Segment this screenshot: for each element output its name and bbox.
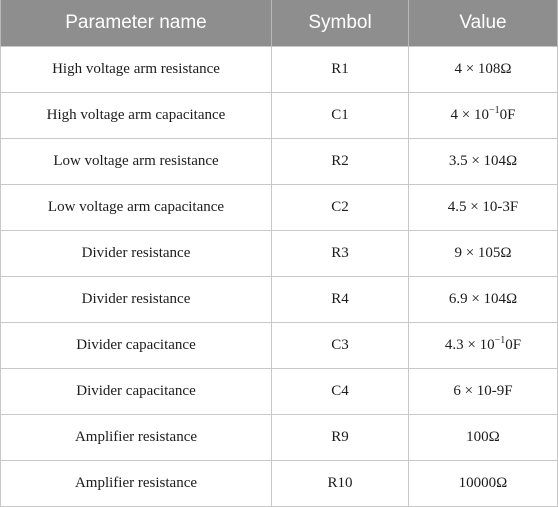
cell-parameter-name: High voltage arm resistance [1, 47, 272, 93]
cell-value: 6.9 × 104Ω [409, 277, 558, 323]
cell-symbol: C2 [272, 185, 409, 231]
cell-symbol: R10 [272, 461, 409, 507]
cell-value [409, 323, 558, 369]
table-row [1, 323, 558, 369]
cell-parameter-name: Divider capacitance [1, 323, 272, 369]
cell-symbol: R9 [272, 415, 409, 461]
value-exponent: −1 [494, 335, 506, 346]
cell-parameter-name: Divider resistance [1, 277, 272, 323]
cell-parameter-name: High voltage arm capacitance [1, 93, 272, 139]
table-row [1, 139, 558, 185]
cell-parameter-name: Low voltage arm capacitance [1, 185, 272, 231]
cell-parameter-name: Low voltage arm resistance [1, 139, 272, 185]
cell-parameter-name: Divider capacitance [1, 369, 272, 415]
value-base: 4.3 × 10 [444, 337, 495, 353]
cell-value: 4.5 × 10-3F [409, 185, 558, 231]
cell-symbol: C3 [272, 323, 409, 369]
cell-symbol: C1 [272, 93, 409, 139]
cell-parameter-name: Amplifier resistance [1, 415, 272, 461]
table-row [1, 461, 558, 507]
cell-symbol: R4 [272, 277, 409, 323]
cell-value: 9 × 105Ω [409, 231, 558, 277]
table-row [1, 277, 558, 323]
cell-value: 3.5 × 104Ω [409, 139, 558, 185]
header-symbol: Symbol [272, 0, 409, 47]
table-row [1, 93, 558, 139]
cell-parameter-name: Divider resistance [1, 231, 272, 277]
header-value: Value [409, 0, 558, 47]
cell-parameter-name: Amplifier resistance [1, 461, 272, 507]
table-header-row [1, 0, 558, 47]
value-unit: 0F [505, 337, 522, 353]
value-unit: 0F [499, 107, 516, 123]
value-base: 4 × 10 [450, 107, 489, 123]
cell-value: 6 × 10-9F [409, 369, 558, 415]
table-row [1, 369, 558, 415]
cell-value [409, 93, 558, 139]
cell-symbol: R3 [272, 231, 409, 277]
table-row [1, 185, 558, 231]
table-row [1, 415, 558, 461]
cell-value: 4 × 108Ω [409, 47, 558, 93]
cell-symbol: C4 [272, 369, 409, 415]
cell-value: 10000Ω [409, 461, 558, 507]
table-row [1, 231, 558, 277]
cell-symbol: R1 [272, 47, 409, 93]
header-parameter-name: Parameter name [1, 0, 272, 47]
value-exponent: −1 [488, 105, 500, 116]
cell-value: 100Ω [409, 415, 558, 461]
cell-symbol: R2 [272, 139, 409, 185]
table-row [1, 47, 558, 93]
